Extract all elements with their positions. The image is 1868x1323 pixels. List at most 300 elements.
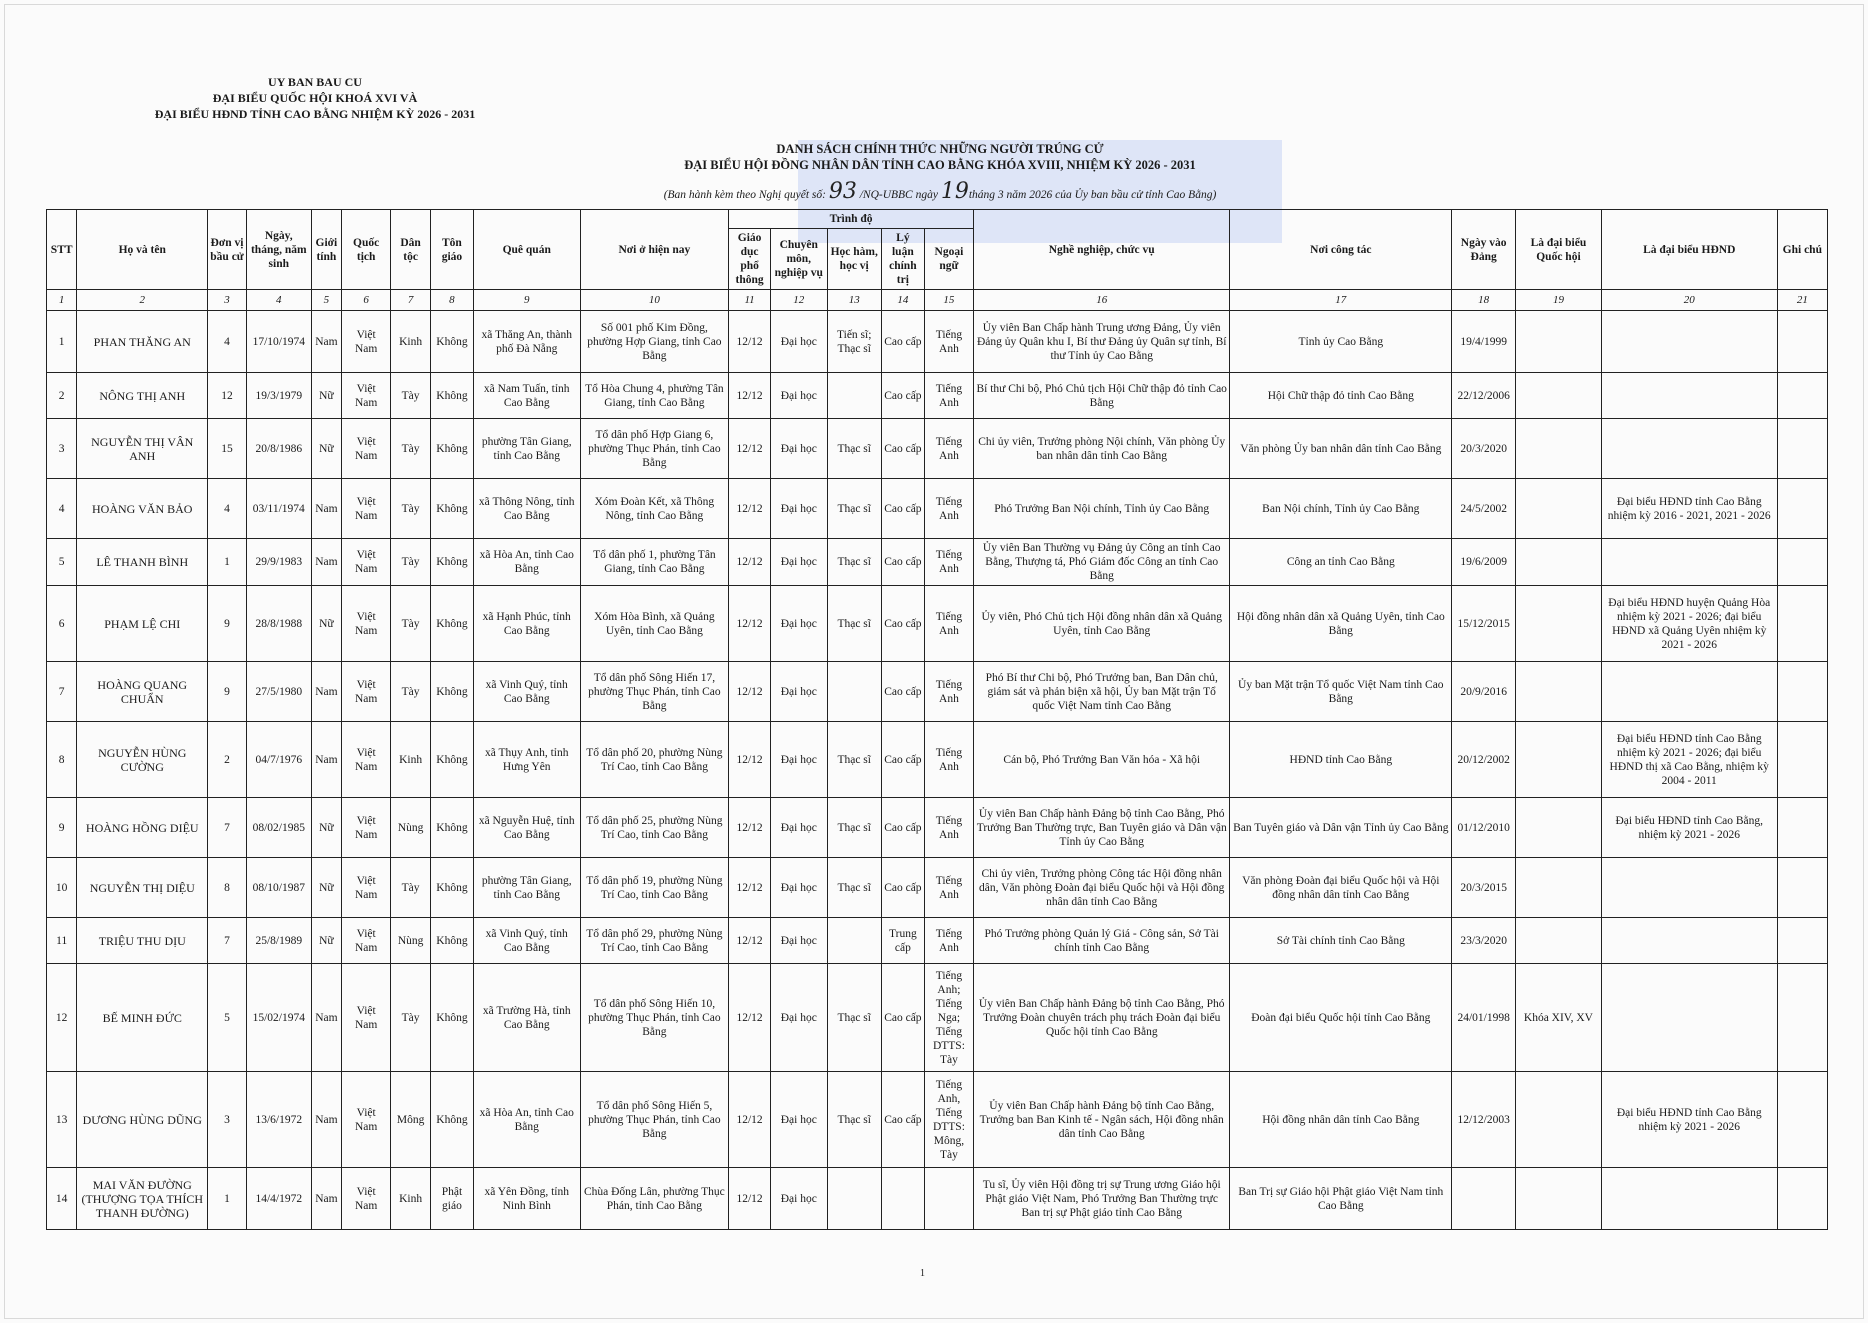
- cell-nationality: Việt Nam: [342, 539, 391, 586]
- cell-nationality: Việt Nam: [342, 858, 391, 918]
- cell-residence: Chùa Đống Lân, phường Thục Phán, tỉnh Cao Bằng: [580, 1168, 729, 1230]
- cell-name: NGUYỄN THỊ VÂN ANH: [77, 419, 208, 479]
- cell-council-delegate: Đại biểu HĐND tỉnh Cao Bằng nhiệm kỳ 2016 - 2021, 2021 - 2026: [1601, 479, 1777, 539]
- table-row: [47, 964, 1828, 1072]
- col-stt: STT: [47, 210, 77, 290]
- cell-professional: Đại học: [771, 586, 828, 662]
- cell-language: Tiếng Anh, Tiếng DTTS: Mông, Tày: [924, 1072, 973, 1168]
- cell-na-delegate: [1516, 918, 1602, 964]
- cell-residence: Xóm Hòa Bình, xã Quảng Uyên, tỉnh Cao Bằng: [580, 586, 729, 662]
- col-residence: Nơi ở hiện nay: [580, 210, 729, 290]
- resolution-day: 19: [940, 179, 969, 204]
- cell-council-delegate: [1601, 918, 1777, 964]
- cell-unit: 9: [208, 586, 247, 662]
- cell-name: TRIỆU THU DỊU: [77, 918, 208, 964]
- cell-academic: [827, 662, 881, 722]
- col-occupation: Nghề nghiệp, chức vụ: [974, 210, 1230, 290]
- cell-party-date: 19/4/1999: [1452, 311, 1516, 373]
- cell-gender: Nam: [311, 662, 341, 722]
- cell-political: Cao cấp: [881, 311, 924, 373]
- cell-stt: 11: [47, 918, 77, 964]
- cell-residence: Tổ Hòa Chung 4, phường Tân Giang, tỉnh Cao Bằng: [580, 373, 729, 419]
- col-political: Lý luận chính trị: [881, 229, 924, 290]
- cell-council-delegate: [1601, 662, 1777, 722]
- cell-language: Tiếng Anh: [924, 662, 973, 722]
- cell-academic: Thạc sĩ: [827, 1072, 881, 1168]
- cell-occupation: Phó Bí thư Chi bộ, Phó Trưởng ban, Ban Dân chủ, giám sát và phản biện xã hội, Ủy ban Mặt trận Tổ quốc Việt Nam tỉnh Cao Bằng: [974, 662, 1230, 722]
- cell-na-delegate: [1516, 479, 1602, 539]
- table-body: [47, 311, 1828, 1230]
- col-gender: Giới tính: [311, 210, 341, 290]
- col-unit: Đơn vị bầu cử: [208, 210, 247, 290]
- cell-name: DƯƠNG HÙNG DŨNG: [77, 1072, 208, 1168]
- col-religion: Tôn giáo: [430, 210, 473, 290]
- cell-occupation: Ủy viên Ban Chấp hành Đảng bộ tỉnh Cao Bằng, Phó Trưởng Đoàn chuyên trách phụ trách Đoàn đại biểu Quốc hội tỉnh Cao Bằng: [974, 964, 1230, 1072]
- cell-political: Cao cấp: [881, 722, 924, 798]
- cell-political: Cao cấp: [881, 373, 924, 419]
- table-row: [47, 918, 1828, 964]
- cell-note: [1777, 1168, 1827, 1230]
- cell-language: Tiếng Anh: [924, 586, 973, 662]
- cell-ethnic: Kinh: [391, 722, 431, 798]
- cell-party-date: 15/12/2015: [1452, 586, 1516, 662]
- cell-council-delegate: Đại biểu HĐND huyện Quảng Hòa nhiệm kỳ 2021 - 2026; đại biểu HĐND xã Quảng Uyên nhiệm kỳ 2021 - 2026: [1601, 586, 1777, 662]
- cell-professional: Đại học: [771, 373, 828, 419]
- cell-professional: Đại học: [771, 479, 828, 539]
- cell-general-edu: 12/12: [729, 798, 771, 858]
- cell-gender: Nam: [311, 539, 341, 586]
- cell-occupation: Chi ủy viên, Trưởng phòng Công tác Hội đồng nhân dân, Văn phòng Đoàn đại biểu Quốc hội và Hội đồng nhân dân tỉnh Cao Bằng: [974, 858, 1230, 918]
- cell-academic: Thạc sĩ: [827, 858, 881, 918]
- column-number-row: [47, 290, 1828, 311]
- cell-residence: Số 001 phố Kim Đồng, phường Hợp Giang, tỉnh Cao Bằng: [580, 311, 729, 373]
- cell-academic: Thạc sĩ: [827, 798, 881, 858]
- cell-na-delegate: [1516, 539, 1602, 586]
- document-title: [560, 141, 1320, 204]
- col-note: Ghi chú: [1777, 210, 1827, 290]
- cell-workplace: HĐND tỉnh Cao Bằng: [1230, 722, 1452, 798]
- cell-dob: 08/10/1987: [246, 858, 311, 918]
- cell-hometown: xã Thông Nông, tỉnh Cao Bằng: [473, 479, 580, 539]
- cell-academic: [827, 373, 881, 419]
- cell-name: HOÀNG VĂN BẢO: [77, 479, 208, 539]
- column-number: 14: [881, 290, 924, 311]
- column-number: 17: [1230, 290, 1452, 311]
- elected-delegates-table: [46, 209, 1828, 1230]
- table-row: [47, 311, 1828, 373]
- cell-gender: Nữ: [311, 419, 341, 479]
- cell-occupation: Phó Trưởng Ban Nội chính, Tỉnh ủy Cao Bằng: [974, 479, 1230, 539]
- cell-unit: 1: [208, 1168, 247, 1230]
- cell-note: [1777, 798, 1827, 858]
- column-number: 1: [47, 290, 77, 311]
- cell-council-delegate: Đại biểu HĐND tỉnh Cao Bằng nhiệm kỳ 2021 - 2026: [1601, 1072, 1777, 1168]
- table-row: [47, 479, 1828, 539]
- cell-ethnic: Tày: [391, 858, 431, 918]
- cell-occupation: Ủy viên Ban Chấp hành Trung ương Đảng, Ủy viên Đảng ủy Quân khu I, Bí thư Đảng ủy Quân sự tỉnh, Bí thư Tỉnh ủy Cao Bằng: [974, 311, 1230, 373]
- cell-hometown: phường Tân Giang, tỉnh Cao Bằng: [473, 858, 580, 918]
- cell-dob: 04/7/1976: [246, 722, 311, 798]
- cell-na-delegate: [1516, 373, 1602, 419]
- cell-ethnic: Mông: [391, 1072, 431, 1168]
- cell-name: NGUYỄN HÙNG CƯỜNG: [77, 722, 208, 798]
- table-row: [47, 586, 1828, 662]
- table-row: [47, 419, 1828, 479]
- cell-stt: 12: [47, 964, 77, 1072]
- cell-unit: 15: [208, 419, 247, 479]
- cell-religion: Phật giáo: [430, 1168, 473, 1230]
- cell-party-date: 23/3/2020: [1452, 918, 1516, 964]
- cell-party-date: [1452, 1168, 1516, 1230]
- cell-academic: Thạc sĩ: [827, 586, 881, 662]
- column-number: 2: [77, 290, 208, 311]
- cell-occupation: Tu sĩ, Ủy viên Hội đồng trị sự Trung ương Giáo hội Phật giáo Việt Nam, Phó Trưởng Ban Thường trực Ban trị sự Phật giáo tỉnh Cao Bằng: [974, 1168, 1230, 1230]
- col-academic: Học hàm, học vị: [827, 229, 881, 290]
- cell-hometown: xã Hòa An, tỉnh Cao Bằng: [473, 1072, 580, 1168]
- cell-professional: Đại học: [771, 1168, 828, 1230]
- cell-academic: Tiến sĩ; Thạc sĩ: [827, 311, 881, 373]
- cell-na-delegate: [1516, 419, 1602, 479]
- cell-language: Tiếng Anh: [924, 722, 973, 798]
- cell-academic: Thạc sĩ: [827, 964, 881, 1072]
- cell-general-edu: 12/12: [729, 479, 771, 539]
- cell-political: Cao cấp: [881, 964, 924, 1072]
- cell-hometown: xã Nguyễn Huệ, tỉnh Cao Bằng: [473, 798, 580, 858]
- cell-ethnic: Kinh: [391, 311, 431, 373]
- cell-council-delegate: [1601, 419, 1777, 479]
- issuing-organization: [130, 74, 500, 122]
- col-na-delegate: Là đại biểu Quốc hội: [1516, 210, 1602, 290]
- cell-general-edu: 12/12: [729, 1072, 771, 1168]
- cell-workplace: Hội đồng nhân dân tỉnh Cao Bằng: [1230, 1072, 1452, 1168]
- cell-general-edu: 12/12: [729, 858, 771, 918]
- col-dob: Ngày, tháng, năm sinh: [246, 210, 311, 290]
- cell-academic: Thạc sĩ: [827, 479, 881, 539]
- cell-name: LÊ THANH BÌNH: [77, 539, 208, 586]
- cell-hometown: xã Vinh Quý, tỉnh Cao Bằng: [473, 918, 580, 964]
- cell-general-edu: 12/12: [729, 722, 771, 798]
- cell-unit: 1: [208, 539, 247, 586]
- cell-stt: 3: [47, 419, 77, 479]
- cell-na-delegate: [1516, 311, 1602, 373]
- cell-stt: 13: [47, 1072, 77, 1168]
- table-row: [47, 798, 1828, 858]
- cell-party-date: 20/3/2015: [1452, 858, 1516, 918]
- col-ethnic: Dân tộc: [391, 210, 431, 290]
- cell-party-date: 12/12/2003: [1452, 1072, 1516, 1168]
- cell-gender: Nam: [311, 964, 341, 1072]
- cell-gender: Nữ: [311, 373, 341, 419]
- header-row: [47, 210, 1828, 229]
- resolution-subtitle: [560, 179, 1320, 204]
- table-row: [47, 1072, 1828, 1168]
- cell-name: NGUYỄN THỊ DIỆU: [77, 858, 208, 918]
- cell-note: [1777, 858, 1827, 918]
- cell-note: [1777, 479, 1827, 539]
- cell-academic: Thạc sĩ: [827, 722, 881, 798]
- cell-nationality: Việt Nam: [342, 1072, 391, 1168]
- cell-religion: Không: [430, 964, 473, 1072]
- cell-residence: Tổ dân phố 29, phường Nùng Trí Cao, tỉnh Cao Bằng: [580, 918, 729, 964]
- cell-nationality: Việt Nam: [342, 662, 391, 722]
- table-row: [47, 662, 1828, 722]
- cell-workplace: Ban Nội chính, Tỉnh ủy Cao Bằng: [1230, 479, 1452, 539]
- cell-unit: 2: [208, 722, 247, 798]
- title-line-1: DANH SÁCH CHÍNH THỨC NHỮNG NGƯỜI TRÚNG CỬ: [776, 142, 1104, 156]
- cell-unit: 12: [208, 373, 247, 419]
- cell-stt: 5: [47, 539, 77, 586]
- col-council-delegate: Là đại biểu HĐND: [1601, 210, 1777, 290]
- cell-note: [1777, 419, 1827, 479]
- cell-occupation: Phó Trưởng phòng Quản lý Giá - Công sản, Sở Tài chính tỉnh Cao Bằng: [974, 918, 1230, 964]
- column-number: 6: [342, 290, 391, 311]
- cell-occupation: Bí thư Chi bộ, Phó Chủ tịch Hội Chữ thập đỏ tỉnh Cao Bằng: [974, 373, 1230, 419]
- cell-dob: 03/11/1974: [246, 479, 311, 539]
- cell-professional: Đại học: [771, 419, 828, 479]
- cell-occupation: Cán bộ, Phó Trưởng Ban Văn hóa - Xã hội: [974, 722, 1230, 798]
- cell-note: [1777, 722, 1827, 798]
- col-general-edu: Giáo dục phổ thông: [729, 229, 771, 290]
- cell-general-edu: 12/12: [729, 964, 771, 1072]
- cell-stt: 14: [47, 1168, 77, 1230]
- cell-gender: Nam: [311, 311, 341, 373]
- cell-note: [1777, 964, 1827, 1072]
- cell-political: Cao cấp: [881, 539, 924, 586]
- cell-professional: Đại học: [771, 798, 828, 858]
- column-number: 15: [924, 290, 973, 311]
- cell-workplace: Đoàn đại biểu Quốc hội tỉnh Cao Bằng: [1230, 964, 1452, 1072]
- cell-religion: Không: [430, 662, 473, 722]
- subtitle-suffix: tháng 3 năm 2026 của Ủy ban bầu cử tỉnh Cao Bằng): [968, 189, 1217, 201]
- cell-na-delegate: Khóa XIV, XV: [1516, 964, 1602, 1072]
- column-number: 9: [473, 290, 580, 311]
- cell-unit: 3: [208, 1072, 247, 1168]
- col-workplace: Nơi công tác: [1230, 210, 1452, 290]
- cell-name: NÔNG THỊ ANH: [77, 373, 208, 419]
- cell-council-delegate: [1601, 858, 1777, 918]
- cell-language: Tiếng Anh: [924, 918, 973, 964]
- cell-academic: Thạc sĩ: [827, 419, 881, 479]
- cell-na-delegate: [1516, 1168, 1602, 1230]
- cell-dob: 14/4/1972: [246, 1168, 311, 1230]
- cell-dob: 08/02/1985: [246, 798, 311, 858]
- cell-gender: Nữ: [311, 918, 341, 964]
- col-language: Ngoại ngữ: [924, 229, 973, 290]
- cell-note: [1777, 918, 1827, 964]
- cell-na-delegate: [1516, 1072, 1602, 1168]
- cell-academic: [827, 918, 881, 964]
- cell-gender: Nam: [311, 1072, 341, 1168]
- cell-professional: Đại học: [771, 918, 828, 964]
- col-professional: Chuyên môn, nghiệp vụ: [771, 229, 828, 290]
- table-row: [47, 1168, 1828, 1230]
- cell-unit: 4: [208, 479, 247, 539]
- cell-general-edu: 12/12: [729, 918, 771, 964]
- cell-ethnic: Nùng: [391, 918, 431, 964]
- cell-hometown: xã Vinh Quý, tỉnh Cao Bằng: [473, 662, 580, 722]
- cell-residence: Tổ dân phố Sông Hiến 10, phường Thục Phán, tỉnh Cao Bằng: [580, 964, 729, 1072]
- cell-professional: Đại học: [771, 311, 828, 373]
- cell-workplace: Công an tỉnh Cao Bằng: [1230, 539, 1452, 586]
- page-number: 1: [920, 1268, 925, 1279]
- cell-language: Tiếng Anh; Tiếng Nga; Tiếng DTTS: Tày: [924, 964, 973, 1072]
- cell-unit: 7: [208, 798, 247, 858]
- col-party-date: Ngày vào Đảng: [1452, 210, 1516, 290]
- cell-professional: Đại học: [771, 662, 828, 722]
- column-number: 11: [729, 290, 771, 311]
- cell-workplace: Hội Chữ thập đỏ tỉnh Cao Bằng: [1230, 373, 1452, 419]
- cell-name: HOÀNG HỒNG DIỆU: [77, 798, 208, 858]
- cell-na-delegate: [1516, 798, 1602, 858]
- cell-religion: Không: [430, 373, 473, 419]
- cell-council-delegate: Đại biểu HĐND tỉnh Cao Bằng, nhiệm kỳ 2021 - 2026: [1601, 798, 1777, 858]
- cell-language: Tiếng Anh: [924, 858, 973, 918]
- cell-name: PHAN THĂNG AN: [77, 311, 208, 373]
- cell-general-edu: 12/12: [729, 419, 771, 479]
- cell-gender: Nữ: [311, 586, 341, 662]
- column-number: 4: [246, 290, 311, 311]
- cell-hometown: xã Hạnh Phúc, tỉnh Cao Bằng: [473, 586, 580, 662]
- cell-nationality: Việt Nam: [342, 722, 391, 798]
- cell-hometown: xã Thăng An, thành phố Đà Nẵng: [473, 311, 580, 373]
- cell-religion: Không: [430, 539, 473, 586]
- cell-stt: 4: [47, 479, 77, 539]
- org-line: UY BAN BAU CU: [268, 75, 362, 89]
- cell-note: [1777, 539, 1827, 586]
- cell-gender: Nữ: [311, 858, 341, 918]
- cell-workplace: Ủy ban Mặt trận Tổ quốc Việt Nam tỉnh Cao Bằng: [1230, 662, 1452, 722]
- column-number: 20: [1601, 290, 1777, 311]
- cell-residence: Tổ dân phố 20, phường Nùng Trí Cao, tỉnh Cao Bằng: [580, 722, 729, 798]
- org-line: ĐẠI BIỂU QUỐC HỘI KHOÁ XVI VÀ: [212, 91, 418, 105]
- cell-party-date: 19/6/2009: [1452, 539, 1516, 586]
- table-row: [47, 858, 1828, 918]
- column-number: 10: [580, 290, 729, 311]
- cell-dob: 27/5/1980: [246, 662, 311, 722]
- subtitle-prefix: (Ban hành kèm theo Nghị quyết số:: [663, 189, 826, 201]
- cell-ethnic: Tày: [391, 419, 431, 479]
- cell-unit: 5: [208, 964, 247, 1072]
- cell-party-date: 01/12/2010: [1452, 798, 1516, 858]
- cell-dob: 20/8/1986: [246, 419, 311, 479]
- cell-workplace: Tỉnh ủy Cao Bằng: [1230, 311, 1452, 373]
- cell-hometown: phường Tân Giang, tỉnh Cao Bằng: [473, 419, 580, 479]
- cell-council-delegate: Đại biểu HĐND tỉnh Cao Bằng nhiệm kỳ 2021 - 2026; đại biểu HĐND thị xã Cao Bằng, nhiệm kỳ 2004 - 2011: [1601, 722, 1777, 798]
- cell-note: [1777, 1072, 1827, 1168]
- column-number: 16: [974, 290, 1230, 311]
- cell-name: MAI VĂN ĐƯỜNG (THƯỢNG TỌA THÍCH THANH ĐƯỜNG): [77, 1168, 208, 1230]
- cell-academic: [827, 1168, 881, 1230]
- resolution-number: 93: [828, 179, 857, 204]
- cell-religion: Không: [430, 311, 473, 373]
- cell-religion: Không: [430, 1072, 473, 1168]
- column-number: 12: [771, 290, 828, 311]
- cell-political: Cao cấp: [881, 419, 924, 479]
- cell-nationality: Việt Nam: [342, 798, 391, 858]
- cell-political: Trung cấp: [881, 918, 924, 964]
- cell-council-delegate: [1601, 373, 1777, 419]
- cell-political: Cao cấp: [881, 798, 924, 858]
- cell-residence: Xóm Đoàn Kết, xã Thông Nông, tỉnh Cao Bằng: [580, 479, 729, 539]
- cell-nationality: Việt Nam: [342, 586, 391, 662]
- cell-religion: Không: [430, 586, 473, 662]
- cell-political: Cao cấp: [881, 1072, 924, 1168]
- cell-language: Tiếng Anh: [924, 419, 973, 479]
- cell-residence: Tổ dân phố Sông Hiến 17, phường Thục Phán, tỉnh Cao Bằng: [580, 662, 729, 722]
- cell-stt: 6: [47, 586, 77, 662]
- cell-dob: 29/9/1983: [246, 539, 311, 586]
- cell-stt: 8: [47, 722, 77, 798]
- cell-nationality: Việt Nam: [342, 479, 391, 539]
- cell-name: BẾ MINH ĐỨC: [77, 964, 208, 1072]
- cell-workplace: Ban Trị sự Giáo hội Phật giáo Việt Nam tỉnh Cao Bằng: [1230, 1168, 1452, 1230]
- cell-residence: Tổ dân phố 19, phường Nùng Trí Cao, tỉnh Cao Bằng: [580, 858, 729, 918]
- cell-occupation: Ủy viên, Phó Chủ tịch Hội đồng nhân dân xã Quảng Uyên, tỉnh Cao Bằng: [974, 586, 1230, 662]
- cell-language: Tiếng Anh: [924, 479, 973, 539]
- cell-professional: Đại học: [771, 722, 828, 798]
- cell-nationality: Việt Nam: [342, 964, 391, 1072]
- org-line: ĐẠI BIỂU HĐND TỈNH CAO BẰNG NHIỆM KỲ 2026 - 2031: [154, 107, 476, 121]
- cell-ethnic: Tày: [391, 662, 431, 722]
- cell-unit: 8: [208, 858, 247, 918]
- cell-dob: 25/8/1989: [246, 918, 311, 964]
- cell-workplace: Ban Tuyên giáo và Dân vận Tỉnh ủy Cao Bằng: [1230, 798, 1452, 858]
- cell-note: [1777, 311, 1827, 373]
- cell-political: Cao cấp: [881, 586, 924, 662]
- cell-party-date: 20/12/2002: [1452, 722, 1516, 798]
- cell-na-delegate: [1516, 662, 1602, 722]
- subtitle-mid: /NQ-UBBC ngày: [859, 189, 938, 201]
- cell-dob: 19/3/1979: [246, 373, 311, 419]
- cell-dob: 28/8/1988: [246, 586, 311, 662]
- cell-ethnic: Kinh: [391, 1168, 431, 1230]
- cell-gender: Nam: [311, 479, 341, 539]
- cell-occupation: Ủy viên Ban Chấp hành Đảng bộ tỉnh Cao Bằng, Phó Trưởng Ban Thường trực, Ban Tuyên giáo và Dân vận Tỉnh ủy Cao Bằng: [974, 798, 1230, 858]
- cell-workplace: Hội đồng nhân dân xã Quảng Uyên, tỉnh Cao Bằng: [1230, 586, 1452, 662]
- cell-stt: 9: [47, 798, 77, 858]
- cell-hometown: xã Trường Hà, tỉnh Cao Bằng: [473, 964, 580, 1072]
- cell-ethnic: Tày: [391, 479, 431, 539]
- title-line-2: ĐẠI BIỂU HỘI ĐỒNG NHÂN DÂN TỈNH CAO BẰNG KHÓA XVIII, NHIỆM KỲ 2026 - 2031: [684, 158, 1196, 172]
- cell-occupation: Ủy viên Ban Chấp hành Đảng bộ tỉnh Cao Bằng, Trưởng ban Ban Kinh tế - Ngân sách, Hội đồng nhân dân tỉnh Cao Bằng: [974, 1072, 1230, 1168]
- column-number: 5: [311, 290, 341, 311]
- cell-political: Cao cấp: [881, 662, 924, 722]
- cell-general-edu: 12/12: [729, 311, 771, 373]
- cell-religion: Không: [430, 858, 473, 918]
- col-name: Họ và tên: [77, 210, 208, 290]
- cell-language: Tiếng Anh: [924, 373, 973, 419]
- cell-general-edu: 12/12: [729, 373, 771, 419]
- cell-party-date: 22/12/2006: [1452, 373, 1516, 419]
- cell-dob: 13/6/1972: [246, 1072, 311, 1168]
- cell-language: [924, 1168, 973, 1230]
- cell-workplace: Văn phòng Đoàn đại biểu Quốc hội và Hội đồng nhân dân tỉnh Cao Bằng: [1230, 858, 1452, 918]
- cell-language: Tiếng Anh: [924, 798, 973, 858]
- cell-ethnic: Nùng: [391, 798, 431, 858]
- column-number: 7: [391, 290, 431, 311]
- cell-unit: 9: [208, 662, 247, 722]
- cell-dob: 15/02/1974: [246, 964, 311, 1072]
- cell-residence: Tổ dân phố Sông Hiến 5, phường Thục Phán, tỉnh Cao Bằng: [580, 1072, 729, 1168]
- cell-party-date: 24/5/2002: [1452, 479, 1516, 539]
- cell-nationality: Việt Nam: [342, 419, 391, 479]
- cell-religion: Không: [430, 722, 473, 798]
- cell-note: [1777, 662, 1827, 722]
- cell-residence: Tổ dân phố 25, phường Nùng Trí Cao, tỉnh Cao Bằng: [580, 798, 729, 858]
- table-row: [47, 373, 1828, 419]
- cell-ethnic: Tày: [391, 373, 431, 419]
- cell-professional: Đại học: [771, 964, 828, 1072]
